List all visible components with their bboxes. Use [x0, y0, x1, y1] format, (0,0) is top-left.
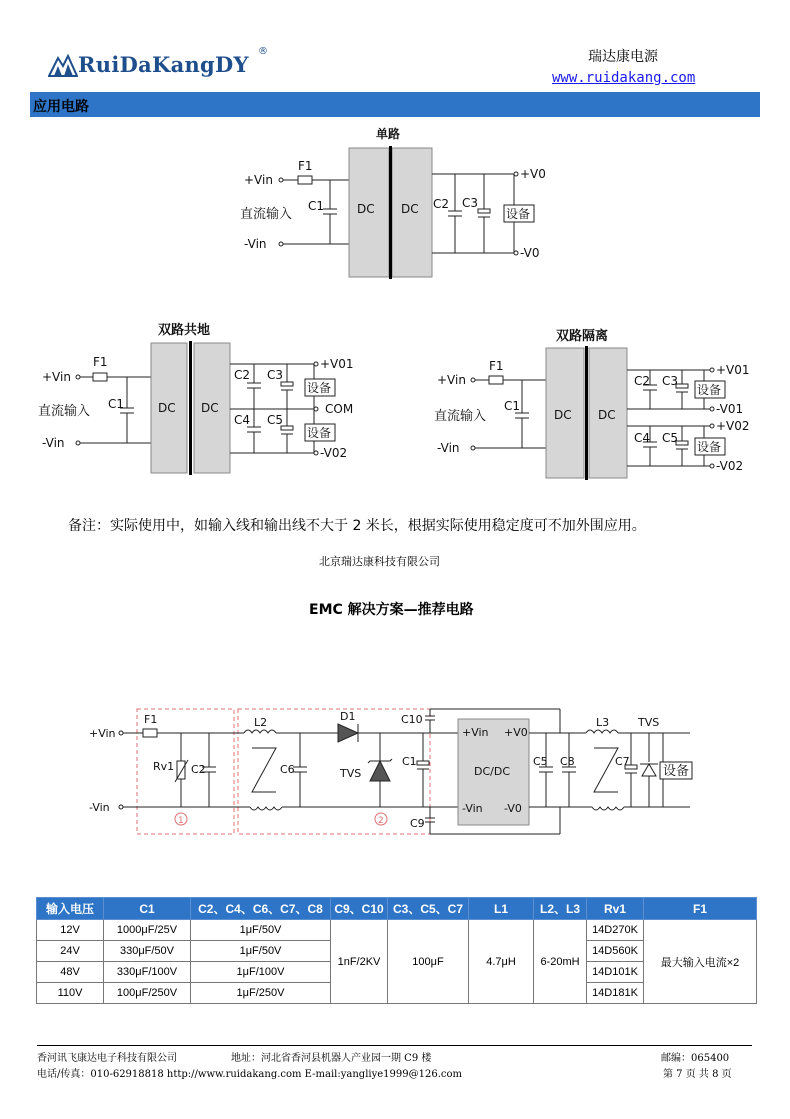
emc-l3-label: L3: [596, 716, 610, 729]
dual-isolated-load1: 设备: [697, 383, 722, 397]
table-header: C2、C4、C6、C7、C8: [191, 898, 331, 920]
emc-c10-label: C10: [401, 713, 423, 726]
single-c2-label: C2: [433, 197, 450, 211]
logo-text: RuiDaKangDY: [78, 52, 249, 77]
company-name: 北京瑞达康科技有限公司: [319, 555, 440, 568]
dual-common-c5-label: C5: [267, 413, 284, 427]
single-c3-label: C3: [462, 196, 479, 210]
footer-address: 地址：河北省香河县机器人产业园一期 C9 楼: [231, 1053, 432, 1064]
dual-isolated-out1-pos: +V01: [716, 363, 750, 377]
dual-isolated-input-label: 直流输入: [434, 409, 487, 424]
f1-cell: 最大输入电流×2: [644, 920, 757, 1004]
single-vin-neg: -Vin: [244, 237, 267, 251]
l1-cell: 4.7μH: [469, 920, 534, 1004]
component-spec-table: [36, 897, 757, 1004]
dual-common-load2: 设备: [307, 426, 332, 440]
table-header: C1: [104, 898, 191, 920]
c2-cell: 1μF/50V: [191, 920, 331, 941]
dual-isolated-out1-neg: -V01: [716, 402, 744, 416]
emc-mod-vin-neg: -Vin: [462, 802, 483, 815]
single-input-label: 直流输入: [240, 207, 293, 222]
dual-isolated-out2-pos: +V02: [716, 419, 750, 433]
table-row: [37, 920, 757, 941]
emc-d1-label: D1: [340, 710, 356, 723]
emc-f1-label: F1: [144, 713, 158, 726]
emc-zone1-label: 1: [178, 816, 184, 826]
table-header: L2、L3: [534, 898, 587, 920]
emc-mod-vo-neg: -V0: [504, 802, 522, 815]
registered-mark: ®: [258, 46, 268, 57]
emc-c1-label: C1: [402, 755, 417, 768]
single-c1-label: C1: [308, 199, 325, 213]
emc-l2-label: L2: [254, 716, 268, 729]
emc-vin-neg: -Vin: [89, 801, 110, 814]
dual-common-fuse-label: F1: [93, 355, 108, 369]
footer-postcode: 邮编：065400: [661, 1053, 730, 1064]
emc-vin-pos: +Vin: [89, 727, 116, 740]
dual-common-load1: 设备: [307, 381, 332, 395]
dual-common-out2: -V02: [320, 446, 348, 460]
table-header: C3、C5、C7: [388, 898, 469, 920]
c2-cell: 1μF/50V: [191, 941, 331, 962]
dual-common-vin-pos: +Vin: [42, 370, 71, 384]
c2-cell: 1μF/250V: [191, 983, 331, 1004]
single-dc-left: DC: [357, 202, 375, 216]
dual-isolated-c1-label: C1: [504, 399, 521, 413]
dual-common-c4-label: C4: [234, 413, 251, 427]
rv1-cell: 14D101K: [587, 962, 644, 983]
emc-c8-label: C8: [560, 755, 575, 768]
dual-isolated-c2-label: C2: [634, 374, 651, 388]
table-header: L1: [469, 898, 534, 920]
table-header-row: [37, 898, 757, 920]
single-dc-right: DC: [401, 202, 419, 216]
table-header: 输入电压: [37, 898, 104, 920]
dual-common-c2-label: C2: [234, 368, 251, 382]
rv1-cell: 14D181K: [587, 983, 644, 1004]
emc-mod-vin-pos: +Vin: [462, 726, 489, 739]
dual-isolated-title: 双路隔离: [556, 329, 609, 344]
voltage-cell: 48V: [37, 962, 104, 983]
emc-c5-label: C5: [533, 755, 548, 768]
brand-name: 瑞达康电源: [588, 49, 658, 65]
emc-title: EMC 解决方案—推荐电路: [309, 602, 474, 618]
voltage-cell: 12V: [37, 920, 104, 941]
dual-common-input-label: 直流输入: [38, 404, 91, 419]
dual-isolated-c3-label: C3: [662, 374, 679, 388]
footer-page-number: 第 7 页 共 8 页: [663, 1069, 732, 1080]
usage-note: 备注：实际使用中，如输入线和输出线不大于 2 米长，根据实际使用稳定度可不加外围应用。: [68, 518, 646, 534]
dual-common-c3-label: C3: [267, 368, 284, 382]
dual-common-dc-right: DC: [201, 401, 219, 415]
dual-isolated-vin-pos: +Vin: [437, 373, 466, 387]
emc-tvs2-label: TVS: [638, 716, 660, 729]
single-vin-pos: +Vin: [244, 173, 273, 187]
emc-rv1-label: Rv1: [153, 760, 175, 773]
table-header: Rv1: [587, 898, 644, 920]
table-header: F1: [644, 898, 757, 920]
c2-cell: 1μF/100V: [191, 962, 331, 983]
emc-c2-label: C2: [191, 763, 206, 776]
footer-divider: [37, 1045, 752, 1046]
single-vout-pos: +V0: [520, 167, 546, 181]
emc-module-name: DC/DC: [474, 765, 511, 778]
dual-isolated-c4-label: C4: [634, 431, 651, 445]
dual-common-out1: +V01: [320, 357, 354, 371]
c1-cell: 330μF/100V: [104, 962, 191, 983]
c1-cell: 330μF/50V: [104, 941, 191, 962]
dual-common-title: 双路共地: [158, 323, 211, 338]
rv1-cell: 14D560K: [587, 941, 644, 962]
emc-zone2-label: 2: [378, 816, 384, 826]
emc-c7-label: C7: [615, 755, 630, 768]
voltage-cell: 24V: [37, 941, 104, 962]
dual-common-com: COM: [325, 402, 354, 416]
voltage-cell: 110V: [37, 983, 104, 1004]
l2-l3-cell: 6-20mH: [534, 920, 587, 1004]
dual-isolated-dc-right: DC: [598, 408, 616, 422]
dual-isolated-vin-neg: -Vin: [437, 441, 460, 455]
section-title: 应用电路: [33, 99, 89, 115]
dual-common-c1-label: C1: [108, 397, 125, 411]
single-fuse-label: F1: [298, 159, 313, 173]
emc-mod-vo-pos: +V0: [504, 726, 528, 739]
footer-contact: 电话/传真：010-62918818 http://www.ruidakang.com E-mail:yangliye1999@126.com: [37, 1069, 462, 1080]
dual-isolated-out2-neg: -V02: [716, 459, 744, 473]
dual-isolated-c5-label: C5: [662, 431, 679, 445]
single-vout-neg: -V0: [520, 246, 540, 260]
website-link[interactable]: www.ruidakang.com: [552, 70, 696, 86]
c1-cell: 1000μF/25V: [104, 920, 191, 941]
emc-tvs1-label: TVS: [340, 767, 362, 780]
table-header: C9、C10: [331, 898, 388, 920]
dual-isolated-fuse-label: F1: [489, 359, 504, 373]
dual-common-dc-left: DC: [158, 401, 176, 415]
rv1-cell: 14D270K: [587, 920, 644, 941]
emc-c9-label: C9: [410, 817, 425, 830]
emc-c6-label: C6: [280, 763, 295, 776]
emc-load-label: 设备: [663, 764, 690, 779]
single-load-label: 设备: [506, 207, 531, 221]
dual-isolated-dc-left: DC: [554, 408, 572, 422]
single-title: 单路: [376, 127, 401, 141]
footer-company: 香河讯飞康达电子科技有限公司: [37, 1053, 177, 1064]
c9-c10-cell: 1nF/2KV: [331, 920, 388, 1004]
c3-c5-c7-cell: 100μF: [388, 920, 469, 1004]
dual-isolated-load2: 设备: [697, 440, 722, 454]
dual-common-vin-neg: -Vin: [42, 436, 65, 450]
c1-cell: 100μF/250V: [104, 983, 191, 1004]
